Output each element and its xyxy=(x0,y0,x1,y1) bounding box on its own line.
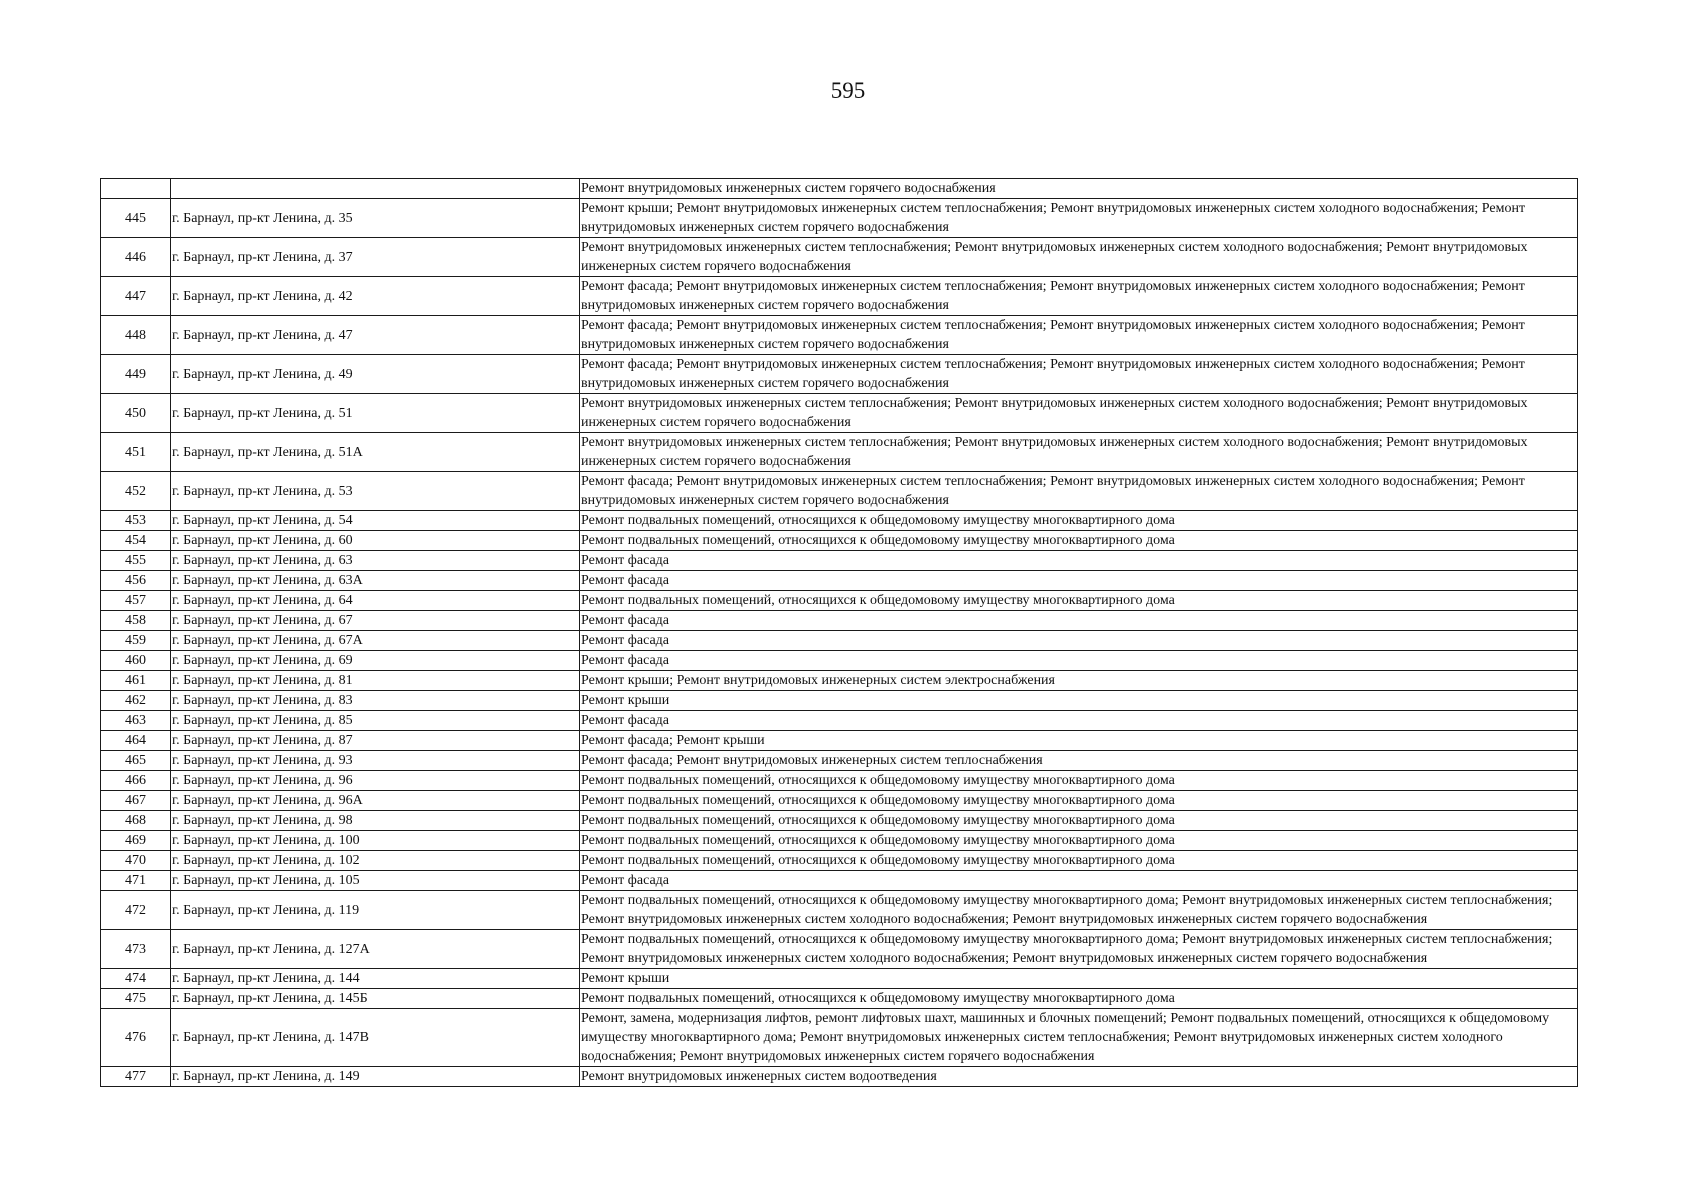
address-cell: г. Барнаул, пр-кт Ленина, д. 100 xyxy=(171,831,580,851)
address-cell: г. Барнаул, пр-кт Ленина, д. 49 xyxy=(171,355,580,394)
row-number-cell: 471 xyxy=(101,871,171,891)
works-cell: Ремонт фасада; Ремонт крыши xyxy=(580,731,1578,751)
works-cell: Ремонт подвальных помещений, относящихся к общедомовому имуществу многоквартирного дома xyxy=(580,511,1578,531)
address-cell: г. Барнаул, пр-кт Ленина, д. 149 xyxy=(171,1067,580,1087)
row-number-cell: 459 xyxy=(101,631,171,651)
table-row xyxy=(101,1009,1578,1067)
works-cell: Ремонт подвальных помещений, относящихся к общедомовому имуществу многоквартирного дома xyxy=(580,771,1578,791)
works-cell: Ремонт подвальных помещений, относящихся к общедомовому имуществу многоквартирного дома; Ремонт внутридомовых инженерных систем теплоснабжения; Ремонт внутридомовых инженерных систем холодного водоснабжения; Ремонт внутридомовых инженерных систем горячего водоснабжения xyxy=(580,891,1578,930)
table-row xyxy=(101,531,1578,551)
table-row xyxy=(101,651,1578,671)
address-cell: г. Барнаул, пр-кт Ленина, д. 35 xyxy=(171,199,580,238)
table-row xyxy=(101,989,1578,1009)
row-number-cell: 458 xyxy=(101,611,171,631)
address-cell: г. Барнаул, пр-кт Ленина, д. 96А xyxy=(171,791,580,811)
address-cell: г. Барнаул, пр-кт Ленина, д. 51 xyxy=(171,394,580,433)
address-cell: г. Барнаул, пр-кт Ленина, д. 69 xyxy=(171,651,580,671)
row-number-cell: 462 xyxy=(101,691,171,711)
row-number-cell: 451 xyxy=(101,433,171,472)
works-cell: Ремонт крыши xyxy=(580,691,1578,711)
row-number-cell: 473 xyxy=(101,930,171,969)
table-row xyxy=(101,472,1578,511)
row-number-cell: 460 xyxy=(101,651,171,671)
table-row xyxy=(101,551,1578,571)
works-cell: Ремонт фасада xyxy=(580,711,1578,731)
works-cell: Ремонт подвальных помещений, относящихся к общедомовому имуществу многоквартирного дома xyxy=(580,989,1578,1009)
works-cell: Ремонт внутридомовых инженерных систем теплоснабжения; Ремонт внутридомовых инженерных систем холодного водоснабжения; Ремонт внутридомовых инженерных систем горячего водоснабжения xyxy=(580,433,1578,472)
address-cell: г. Барнаул, пр-кт Ленина, д. 83 xyxy=(171,691,580,711)
address-cell: г. Барнаул, пр-кт Ленина, д. 47 xyxy=(171,316,580,355)
row-number-cell: 452 xyxy=(101,472,171,511)
works-cell: Ремонт фасада; Ремонт внутридомовых инженерных систем теплоснабжения; Ремонт внутридомовых инженерных систем холодного водоснабжения; Ремонт внутридомовых инженерных систем горячего водоснабжения xyxy=(580,355,1578,394)
table-row xyxy=(101,811,1578,831)
works-cell: Ремонт внутридомовых инженерных систем теплоснабжения; Ремонт внутридомовых инженерных систем холодного водоснабжения; Ремонт внутридомовых инженерных систем горячего водоснабжения xyxy=(580,394,1578,433)
row-number-cell: 469 xyxy=(101,831,171,851)
repair-registry-table xyxy=(100,178,1578,1087)
row-number-cell: 447 xyxy=(101,277,171,316)
address-cell: г. Барнаул, пр-кт Ленина, д. 144 xyxy=(171,969,580,989)
row-number-cell: 463 xyxy=(101,711,171,731)
table-row xyxy=(101,969,1578,989)
table-row xyxy=(101,671,1578,691)
address-cell: г. Барнаул, пр-кт Ленина, д. 63 xyxy=(171,551,580,571)
address-cell: г. Барнаул, пр-кт Ленина, д. 51А xyxy=(171,433,580,472)
table-row xyxy=(101,751,1578,771)
address-cell: г. Барнаул, пр-кт Ленина, д. 54 xyxy=(171,511,580,531)
row-number-cell: 465 xyxy=(101,751,171,771)
address-cell: г. Барнаул, пр-кт Ленина, д. 81 xyxy=(171,671,580,691)
row-number-cell: 472 xyxy=(101,891,171,930)
row-number-cell: 457 xyxy=(101,591,171,611)
address-cell: г. Барнаул, пр-кт Ленина, д. 67А xyxy=(171,631,580,651)
works-cell: Ремонт фасада xyxy=(580,651,1578,671)
address-cell: г. Барнаул, пр-кт Ленина, д. 127А xyxy=(171,930,580,969)
row-number-cell: 454 xyxy=(101,531,171,551)
table-row xyxy=(101,277,1578,316)
table-row xyxy=(101,691,1578,711)
table-row xyxy=(101,238,1578,277)
works-cell: Ремонт крыши; Ремонт внутридомовых инженерных систем электроснабжения xyxy=(580,671,1578,691)
address-cell: г. Барнаул, пр-кт Ленина, д. 147В xyxy=(171,1009,580,1067)
table-body xyxy=(101,179,1578,1087)
row-number-cell: 448 xyxy=(101,316,171,355)
works-cell: Ремонт внутридомовых инженерных систем горячего водоснабжения xyxy=(580,179,1578,199)
address-cell: г. Барнаул, пр-кт Ленина, д. 145Б xyxy=(171,989,580,1009)
row-number-cell: 461 xyxy=(101,671,171,691)
address-cell: г. Барнаул, пр-кт Ленина, д. 63А xyxy=(171,571,580,591)
works-cell: Ремонт фасада; Ремонт внутридомовых инженерных систем теплоснабжения xyxy=(580,751,1578,771)
row-number-cell xyxy=(101,179,171,199)
table-row xyxy=(101,631,1578,651)
address-cell: г. Барнаул, пр-кт Ленина, д. 98 xyxy=(171,811,580,831)
table-row xyxy=(101,179,1578,199)
works-cell: Ремонт внутридомовых инженерных систем теплоснабжения; Ремонт внутридомовых инженерных систем холодного водоснабжения; Ремонт внутридомовых инженерных систем горячего водоснабжения xyxy=(580,238,1578,277)
works-cell: Ремонт подвальных помещений, относящихся к общедомовому имуществу многоквартирного дома xyxy=(580,531,1578,551)
table-row xyxy=(101,591,1578,611)
row-number-cell: 464 xyxy=(101,731,171,751)
address-cell: г. Барнаул, пр-кт Ленина, д. 60 xyxy=(171,531,580,551)
works-cell: Ремонт фасада xyxy=(580,611,1578,631)
works-cell: Ремонт внутридомовых инженерных систем водоотведения xyxy=(580,1067,1578,1087)
works-cell: Ремонт фасада; Ремонт внутридомовых инженерных систем теплоснабжения; Ремонт внутридомовых инженерных систем холодного водоснабжения; Ремонт внутридомовых инженерных систем горячего водоснабжения xyxy=(580,472,1578,511)
address-cell: г. Барнаул, пр-кт Ленина, д. 119 xyxy=(171,891,580,930)
address-cell: г. Барнаул, пр-кт Ленина, д. 87 xyxy=(171,731,580,751)
address-cell: г. Барнаул, пр-кт Ленина, д. 64 xyxy=(171,591,580,611)
address-cell: г. Барнаул, пр-кт Ленина, д. 67 xyxy=(171,611,580,631)
row-number-cell: 468 xyxy=(101,811,171,831)
row-number-cell: 476 xyxy=(101,1009,171,1067)
row-number-cell: 477 xyxy=(101,1067,171,1087)
works-cell: Ремонт подвальных помещений, относящихся к общедомовому имуществу многоквартирного дома xyxy=(580,851,1578,871)
address-cell: г. Барнаул, пр-кт Ленина, д. 37 xyxy=(171,238,580,277)
works-cell: Ремонт фасада xyxy=(580,871,1578,891)
address-cell: г. Барнаул, пр-кт Ленина, д. 42 xyxy=(171,277,580,316)
works-cell: Ремонт подвальных помещений, относящихся к общедомовому имуществу многоквартирного дома xyxy=(580,831,1578,851)
table-row xyxy=(101,851,1578,871)
table-row xyxy=(101,571,1578,591)
address-cell xyxy=(171,179,580,199)
address-cell: г. Барнаул, пр-кт Ленина, д. 102 xyxy=(171,851,580,871)
works-cell: Ремонт крыши; Ремонт внутридомовых инженерных систем теплоснабжения; Ремонт внутридомовых инженерных систем холодного водоснабжения; Ремонт внутридомовых инженерных систем горячего водоснабжения xyxy=(580,199,1578,238)
address-cell: г. Барнаул, пр-кт Ленина, д. 93 xyxy=(171,751,580,771)
row-number-cell: 455 xyxy=(101,551,171,571)
table-row xyxy=(101,433,1578,472)
table-row xyxy=(101,891,1578,930)
works-cell: Ремонт подвальных помещений, относящихся к общедомовому имуществу многоквартирного дома xyxy=(580,791,1578,811)
table-row xyxy=(101,731,1578,751)
table-row xyxy=(101,871,1578,891)
table-row xyxy=(101,831,1578,851)
row-number-cell: 470 xyxy=(101,851,171,871)
works-cell: Ремонт подвальных помещений, относящихся к общедомовому имуществу многоквартирного дома xyxy=(580,811,1578,831)
works-cell: Ремонт фасада; Ремонт внутридомовых инженерных систем теплоснабжения; Ремонт внутридомовых инженерных систем холодного водоснабжения; Ремонт внутридомовых инженерных систем горячего водоснабжения xyxy=(580,277,1578,316)
table-row xyxy=(101,316,1578,355)
address-cell: г. Барнаул, пр-кт Ленина, д. 105 xyxy=(171,871,580,891)
table-row xyxy=(101,511,1578,531)
row-number-cell: 456 xyxy=(101,571,171,591)
works-cell: Ремонт, замена, модернизация лифтов, ремонт лифтовых шахт, машинных и блочных помещений; Ремонт подвальных помещений, относящихся к общедомовому имуществу многоквартирного дома; Ремонт внутридомовых инженерных систем теплоснабжения; Ремонт внутридомовых инженерных систем холодного водоснабжения; Ремонт внутридомовых инженерных систем горячего водоснабжения xyxy=(580,1009,1578,1067)
works-cell: Ремонт крыши xyxy=(580,969,1578,989)
row-number-cell: 450 xyxy=(101,394,171,433)
table-row xyxy=(101,611,1578,631)
table-row xyxy=(101,791,1578,811)
row-number-cell: 453 xyxy=(101,511,171,531)
address-cell: г. Барнаул, пр-кт Ленина, д. 96 xyxy=(171,771,580,791)
row-number-cell: 474 xyxy=(101,969,171,989)
row-number-cell: 467 xyxy=(101,791,171,811)
works-cell: Ремонт подвальных помещений, относящихся к общедомовому имуществу многоквартирного дома xyxy=(580,591,1578,611)
works-cell: Ремонт подвальных помещений, относящихся к общедомовому имуществу многоквартирного дома; Ремонт внутридомовых инженерных систем теплоснабжения; Ремонт внутридомовых инженерных систем холодного водоснабжения; Ремонт внутридомовых инженерных систем горячего водоснабжения xyxy=(580,930,1578,969)
table-row xyxy=(101,930,1578,969)
address-cell: г. Барнаул, пр-кт Ленина, д. 85 xyxy=(171,711,580,731)
works-cell: Ремонт фасада; Ремонт внутридомовых инженерных систем теплоснабжения; Ремонт внутридомовых инженерных систем холодного водоснабжения; Ремонт внутридомовых инженерных систем горячего водоснабжения xyxy=(580,316,1578,355)
table-row xyxy=(101,199,1578,238)
row-number-cell: 475 xyxy=(101,989,171,1009)
table-row xyxy=(101,355,1578,394)
row-number-cell: 446 xyxy=(101,238,171,277)
works-cell: Ремонт фасада xyxy=(580,551,1578,571)
table-row xyxy=(101,394,1578,433)
page-number: 595 xyxy=(830,78,866,103)
row-number-cell: 466 xyxy=(101,771,171,791)
row-number-cell: 449 xyxy=(101,355,171,394)
row-number-cell: 445 xyxy=(101,199,171,238)
table-row xyxy=(101,1067,1578,1087)
table-row xyxy=(101,711,1578,731)
works-cell: Ремонт фасада xyxy=(580,571,1578,591)
address-cell: г. Барнаул, пр-кт Ленина, д. 53 xyxy=(171,472,580,511)
table-row xyxy=(101,771,1578,791)
works-cell: Ремонт фасада xyxy=(580,631,1578,651)
